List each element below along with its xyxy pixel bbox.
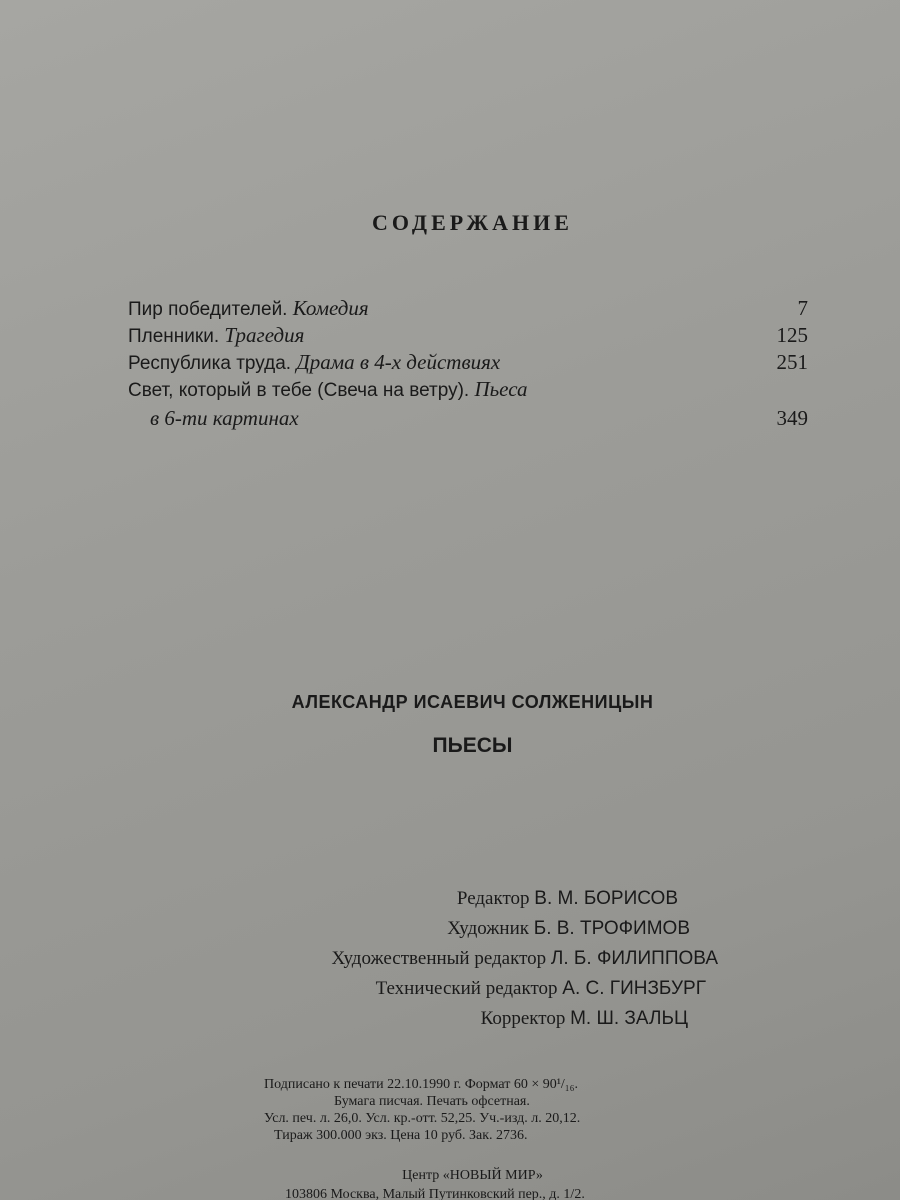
credit-name: Б. В. ТРОФИМОВ bbox=[533, 918, 690, 939]
contents-heading: СОДЕРЖАНИЕ bbox=[372, 210, 573, 235]
toc-entry-page: 349 bbox=[776, 406, 808, 430]
credit-line bbox=[331, 914, 690, 944]
credit-name: М. Ш. ЗАЛЬЦ bbox=[570, 1008, 688, 1029]
credit-name: В. М. БОРИСОВ bbox=[534, 888, 678, 909]
toc-entry-title: Пленники. bbox=[128, 326, 220, 347]
credits-list bbox=[331, 884, 718, 1034]
toc-entry-subtitle: Комедия bbox=[292, 296, 369, 320]
toc-entry-subtitle: Трагедия bbox=[224, 323, 305, 347]
credit-line bbox=[331, 974, 706, 1004]
credit-role: Корректор bbox=[480, 1008, 566, 1029]
book-title: ПЬЕСЫ bbox=[432, 734, 513, 757]
toc-entry-page: 125 bbox=[776, 323, 808, 347]
imprint-line: Подписано к печати 22.10.1990 г. Формат 60 × 90¹/₁₆. bbox=[264, 1077, 579, 1092]
credit-role: Технический редактор bbox=[375, 978, 558, 999]
toc-entry-continuation bbox=[128, 405, 808, 432]
toc-entry-page: 7 bbox=[797, 296, 808, 320]
toc-entry bbox=[128, 295, 808, 322]
credit-role: Редактор bbox=[456, 888, 530, 909]
toc-entry-title: Республика труда. bbox=[128, 353, 292, 374]
toc-entry bbox=[128, 349, 808, 376]
imprint-block bbox=[264, 1076, 724, 1144]
toc-entry bbox=[128, 322, 808, 349]
credit-role: Художественный редактор bbox=[331, 948, 547, 969]
imprint-line: Усл. печ. л. 26,0. Усл. кр.-отт. 52,25. Уч.-изд. л. 20,12. bbox=[264, 1111, 581, 1126]
credit-role: Художник bbox=[447, 918, 529, 939]
toc-entry-subtitle-continued: в 6-ти картинах bbox=[150, 406, 299, 430]
credit-line bbox=[331, 1004, 688, 1034]
book-author: АЛЕКСАНДР ИСАЕВИЧ СОЛЖЕНИЦЫН bbox=[291, 692, 654, 712]
credit-name: А. С. ГИНЗБУРГ bbox=[562, 978, 706, 999]
toc-entry-title: Пир победителей. bbox=[128, 299, 288, 320]
credit-line bbox=[331, 884, 678, 914]
toc-entry-page: 251 bbox=[776, 350, 808, 374]
publisher-address: 103806 Москва, Малый Путинковский пер., д. 1/2. bbox=[285, 1187, 585, 1200]
toc-entry-subtitle: Драма в 4-х действиях bbox=[296, 350, 501, 374]
credit-line bbox=[331, 944, 718, 974]
toc-entry-title: Свет, который в тебе (Свеча на ветру). bbox=[128, 380, 470, 401]
imprint-line: Тираж 300.000 экз. Цена 10 руб. Зак. 2736. bbox=[274, 1128, 528, 1143]
toc-entry-subtitle: Пьеса bbox=[474, 377, 528, 401]
imprint-line: Бумага писчая. Печать офсетная. bbox=[334, 1094, 530, 1109]
toc-entry bbox=[128, 376, 808, 403]
table-of-contents bbox=[128, 295, 808, 432]
publisher-name: Центр «НОВЫЙ МИР» bbox=[402, 1168, 543, 1183]
credit-name: Л. Б. ФИЛИППОВА bbox=[550, 948, 718, 969]
